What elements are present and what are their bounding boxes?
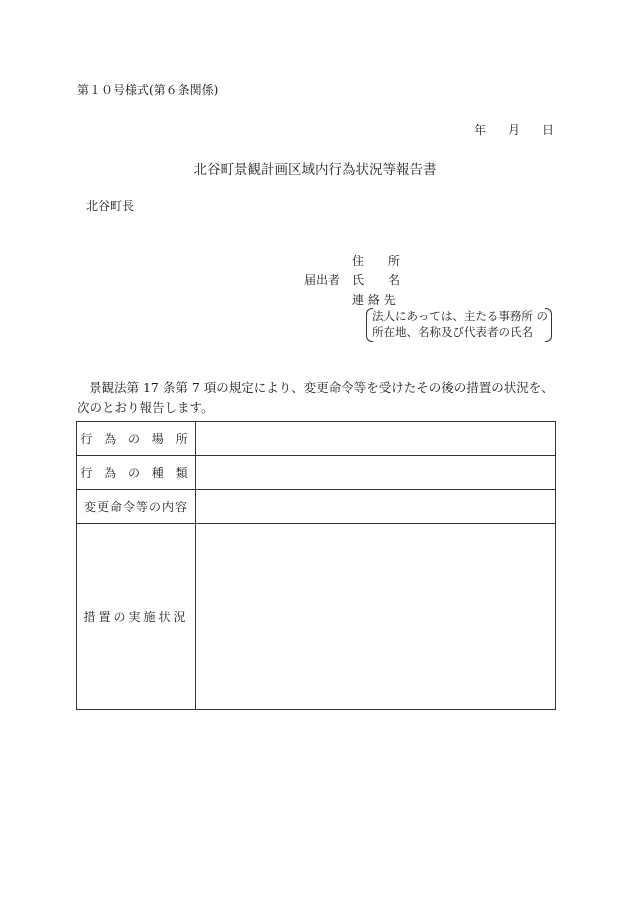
- table-row: [77, 422, 556, 456]
- report-statement: 景観法第 17 条第 7 項の規定により、変更命令等を受けたその後の措置の状況を、次のとおり報告します。: [77, 380, 554, 415]
- name-label: 氏 名: [352, 273, 401, 287]
- row-label-location: [77, 422, 196, 456]
- row-label-order-content-text: 変更命令等の内容: [83, 500, 188, 514]
- corporate-note: [366, 308, 552, 340]
- form-number: 第１０号様式(第６条関係): [77, 83, 219, 97]
- row-label-measures-status-text: 措置の実施状況: [83, 610, 189, 624]
- row-label-type-text: 行 為 の 種 類: [80, 466, 192, 480]
- row-label-measures-status: [77, 524, 196, 710]
- notifier-label: 届出者: [304, 273, 341, 287]
- corporate-note-line1: 法人にあっては、主たる事務所 の: [372, 309, 549, 323]
- row-value-location[interactable]: [196, 422, 556, 456]
- date-year-label: 年: [473, 123, 486, 137]
- table-row: [77, 524, 556, 710]
- table-row: [77, 456, 556, 490]
- right-bracket: [545, 308, 552, 342]
- report-table: [76, 421, 556, 710]
- row-label-order-content: [77, 490, 196, 524]
- addressee: 北谷町長: [86, 199, 135, 213]
- row-value-type[interactable]: [196, 456, 556, 490]
- contact-label: 連 絡 先: [352, 293, 396, 307]
- date-day-label: 日: [541, 123, 554, 137]
- row-value-order-content[interactable]: [196, 490, 556, 524]
- document-title: 北谷町景観計画区域内行為状況等報告書: [193, 162, 437, 178]
- row-label-location-text: 行 為 の 場 所: [80, 432, 192, 446]
- date-month-label: 月: [507, 123, 520, 137]
- row-label-type: [77, 456, 196, 490]
- corporate-note-line2: 所在地、名称及び代表者の氏名: [372, 325, 533, 339]
- address-label: 住 所: [352, 254, 401, 268]
- table-row: [77, 490, 556, 524]
- date-line: [474, 122, 554, 138]
- row-value-measures-status[interactable]: [196, 524, 556, 710]
